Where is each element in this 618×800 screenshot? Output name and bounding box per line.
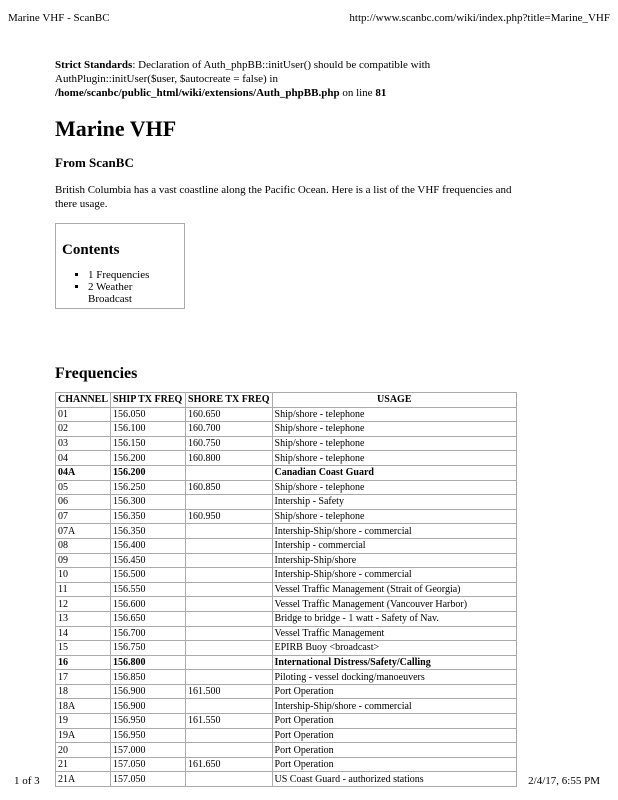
cell-shore-tx-freq: 160.850 [186, 480, 273, 495]
table-row [56, 495, 517, 510]
cell-channel: 05 [56, 480, 111, 495]
cell-ship-tx-freq: 156.950 [111, 714, 186, 729]
cell-channel: 12 [56, 597, 111, 612]
cell-usage: Bridge to bridge - 1 watt - Safety of Nav. [272, 611, 516, 626]
cell-ship-tx-freq: 156.750 [111, 641, 186, 656]
cell-usage: Piloting - vessel docking/manoeuvers [272, 670, 516, 685]
cell-ship-tx-freq: 156.900 [111, 684, 186, 699]
cell-channel: 18 [56, 684, 111, 699]
cell-shore-tx-freq: 160.950 [186, 509, 273, 524]
cell-ship-tx-freq: 157.000 [111, 743, 186, 758]
print-header [8, 12, 610, 24]
cell-channel: 01 [56, 407, 111, 422]
cell-channel: 19 [56, 714, 111, 729]
cell-channel: 11 [56, 582, 111, 597]
table-row [56, 480, 517, 495]
cell-ship-tx-freq: 156.050 [111, 407, 186, 422]
cell-shore-tx-freq: 161.550 [186, 714, 273, 729]
cell-ship-tx-freq: 156.900 [111, 699, 186, 714]
toc-title: Contents [62, 242, 120, 258]
table-row [56, 699, 517, 714]
cell-usage: Intership-Ship/shore - commercial [272, 524, 516, 539]
header-channel: CHANNEL [56, 393, 111, 408]
cell-shore-tx-freq: 160.700 [186, 422, 273, 437]
table-row [56, 407, 517, 422]
cell-shore-tx-freq [186, 524, 273, 539]
table-row [56, 436, 517, 451]
header-usage: USAGE [272, 393, 516, 408]
cell-usage: Ship/shore - telephone [272, 436, 516, 451]
cell-usage: Intership-Ship/shore - commercial [272, 568, 516, 583]
table-row [56, 641, 517, 656]
cell-shore-tx-freq [186, 568, 273, 583]
cell-shore-tx-freq: 160.750 [186, 436, 273, 451]
cell-shore-tx-freq: 160.800 [186, 451, 273, 466]
cell-channel: 04A [56, 465, 111, 480]
cell-usage: Port Operation [272, 714, 516, 729]
toc-list [62, 269, 178, 305]
table-row [56, 465, 517, 480]
table-row [56, 655, 517, 670]
cell-usage: Canadian Coast Guard [272, 465, 516, 480]
table-row [56, 524, 517, 539]
table-row [56, 451, 517, 466]
header-shore-tx-freq: SHORE TX FREQ [186, 393, 273, 408]
table-row [56, 568, 517, 583]
cell-channel: 07A [56, 524, 111, 539]
cell-ship-tx-freq: 156.200 [111, 451, 186, 466]
php-warning [55, 58, 517, 100]
cell-ship-tx-freq: 156.850 [111, 670, 186, 685]
cell-ship-tx-freq: 156.700 [111, 626, 186, 641]
cell-ship-tx-freq: 156.950 [111, 728, 186, 743]
page-number: 1 of 3 [14, 775, 40, 787]
cell-shore-tx-freq [186, 641, 273, 656]
header-ship-tx-freq: SHIP TX FREQ [111, 393, 186, 408]
cell-channel: 20 [56, 743, 111, 758]
cell-ship-tx-freq: 156.250 [111, 480, 186, 495]
warning-text-1: : Declaration of Auth_phpBB::initUser() should be compatible with AuthPlugin::initUser($user, $autocreate = false) in [55, 59, 431, 85]
cell-ship-tx-freq: 156.200 [111, 465, 186, 480]
cell-shore-tx-freq [186, 538, 273, 553]
cell-ship-tx-freq: 156.400 [111, 538, 186, 553]
cell-channel: 04 [56, 451, 111, 466]
cell-shore-tx-freq [186, 597, 273, 612]
cell-shore-tx-freq [186, 743, 273, 758]
cell-channel: 14 [56, 626, 111, 641]
cell-shore-tx-freq [186, 670, 273, 685]
cell-usage: EPIRB Buoy <broadcast> [272, 641, 516, 656]
cell-shore-tx-freq [186, 728, 273, 743]
cell-ship-tx-freq: 156.100 [111, 422, 186, 437]
cell-ship-tx-freq: 156.550 [111, 582, 186, 597]
cell-channel: 10 [56, 568, 111, 583]
cell-usage: Intership-Ship/shore - commercial [272, 699, 516, 714]
warning-line: 81 [375, 87, 387, 99]
table-of-contents [55, 223, 185, 309]
page-title: Marine VHF [55, 116, 177, 141]
cell-channel: 18A [56, 699, 111, 714]
table-header-row [56, 393, 517, 408]
warning-label: Strict Standards [55, 59, 133, 71]
cell-usage: Port Operation [272, 728, 516, 743]
cell-shore-tx-freq [186, 465, 273, 480]
cell-usage: Vessel Traffic Management (Vancouver Harbor) [272, 597, 516, 612]
cell-ship-tx-freq: 156.350 [111, 509, 186, 524]
cell-channel: 06 [56, 495, 111, 510]
table-row [56, 626, 517, 641]
intro-paragraph: British Columbia has a vast coastline along the Pacific Ocean. Here is a list of the VHF frequencies and there usage. [55, 184, 512, 210]
cell-ship-tx-freq: 157.050 [111, 757, 186, 772]
cell-ship-tx-freq: 156.600 [111, 597, 186, 612]
cell-channel: 19A [56, 728, 111, 743]
cell-channel: 17 [56, 670, 111, 685]
toc-item-weather-broadcast[interactable]: ▪ 2 Weather Broadcast [88, 281, 178, 305]
page-content [55, 58, 517, 787]
cell-usage: Intership - Safety [272, 495, 516, 510]
cell-channel: 07 [56, 509, 111, 524]
table-row [56, 553, 517, 568]
warning-path: /home/scanbc/public_html/wiki/extensions/Auth_phpBB.php [55, 87, 340, 99]
cell-shore-tx-freq: 160.650 [186, 407, 273, 422]
cell-shore-tx-freq [186, 582, 273, 597]
table-row [56, 597, 517, 612]
cell-channel: 21A [56, 772, 111, 787]
print-page-url: http://www.scanbc.com/wiki/index.php?title=Marine_VHF [349, 12, 610, 24]
frequency-table [55, 392, 517, 787]
cell-usage: Intership - commercial [272, 538, 516, 553]
print-footer [14, 775, 600, 787]
cell-channel: 16 [56, 655, 111, 670]
page-subtitle: From ScanBC [55, 155, 134, 170]
cell-channel: 03 [56, 436, 111, 451]
cell-usage: Port Operation [272, 743, 516, 758]
cell-channel: 02 [56, 422, 111, 437]
cell-usage: Ship/shore - telephone [272, 509, 516, 524]
cell-shore-tx-freq: 161.500 [186, 684, 273, 699]
cell-channel: 13 [56, 611, 111, 626]
cell-channel: 21 [56, 757, 111, 772]
cell-ship-tx-freq: 156.300 [111, 495, 186, 510]
cell-usage: Vessel Traffic Management [272, 626, 516, 641]
cell-ship-tx-freq: 156.500 [111, 568, 186, 583]
table-row [56, 582, 517, 597]
cell-ship-tx-freq: 156.800 [111, 655, 186, 670]
table-body [56, 407, 517, 786]
cell-usage: Ship/shore - telephone [272, 451, 516, 466]
cell-ship-tx-freq: 156.150 [111, 436, 186, 451]
cell-shore-tx-freq [186, 611, 273, 626]
table-row [56, 684, 517, 699]
table-row [56, 757, 517, 772]
cell-usage: Ship/shore - telephone [272, 422, 516, 437]
print-datetime: 2/4/17, 6:55 PM [528, 775, 600, 787]
cell-usage: Ship/shore - telephone [272, 480, 516, 495]
table-row [56, 422, 517, 437]
cell-ship-tx-freq: 157.050 [111, 772, 186, 787]
cell-usage: Port Operation [272, 757, 516, 772]
table-row [56, 611, 517, 626]
cell-usage: International Distress/Safety/Calling [272, 655, 516, 670]
table-row [56, 538, 517, 553]
toc-item-frequencies[interactable]: ▪ 1 Frequencies [88, 269, 178, 281]
cell-channel: 08 [56, 538, 111, 553]
cell-usage: Vessel Traffic Management (Strait of Georgia) [272, 582, 516, 597]
cell-usage: US Coast Guard - authorized stations [272, 772, 516, 787]
cell-shore-tx-freq: 161.650 [186, 757, 273, 772]
cell-channel: 09 [56, 553, 111, 568]
table-row [56, 714, 517, 729]
cell-ship-tx-freq: 156.450 [111, 553, 186, 568]
cell-shore-tx-freq [186, 553, 273, 568]
table-row [56, 728, 517, 743]
cell-usage: Port Operation [272, 684, 516, 699]
table-row [56, 743, 517, 758]
table-row [56, 670, 517, 685]
cell-shore-tx-freq [186, 699, 273, 714]
table-row [56, 509, 517, 524]
cell-ship-tx-freq: 156.650 [111, 611, 186, 626]
cell-ship-tx-freq: 156.350 [111, 524, 186, 539]
cell-usage: Intership-Ship/shore [272, 553, 516, 568]
cell-shore-tx-freq [186, 655, 273, 670]
warning-text-2: on line [339, 87, 376, 99]
section-title-frequencies: Frequencies [55, 365, 138, 382]
print-page-title: Marine VHF - ScanBC [8, 12, 110, 24]
cell-shore-tx-freq [186, 626, 273, 641]
cell-shore-tx-freq [186, 495, 273, 510]
cell-usage: Ship/shore - telephone [272, 407, 516, 422]
cell-channel: 15 [56, 641, 111, 656]
